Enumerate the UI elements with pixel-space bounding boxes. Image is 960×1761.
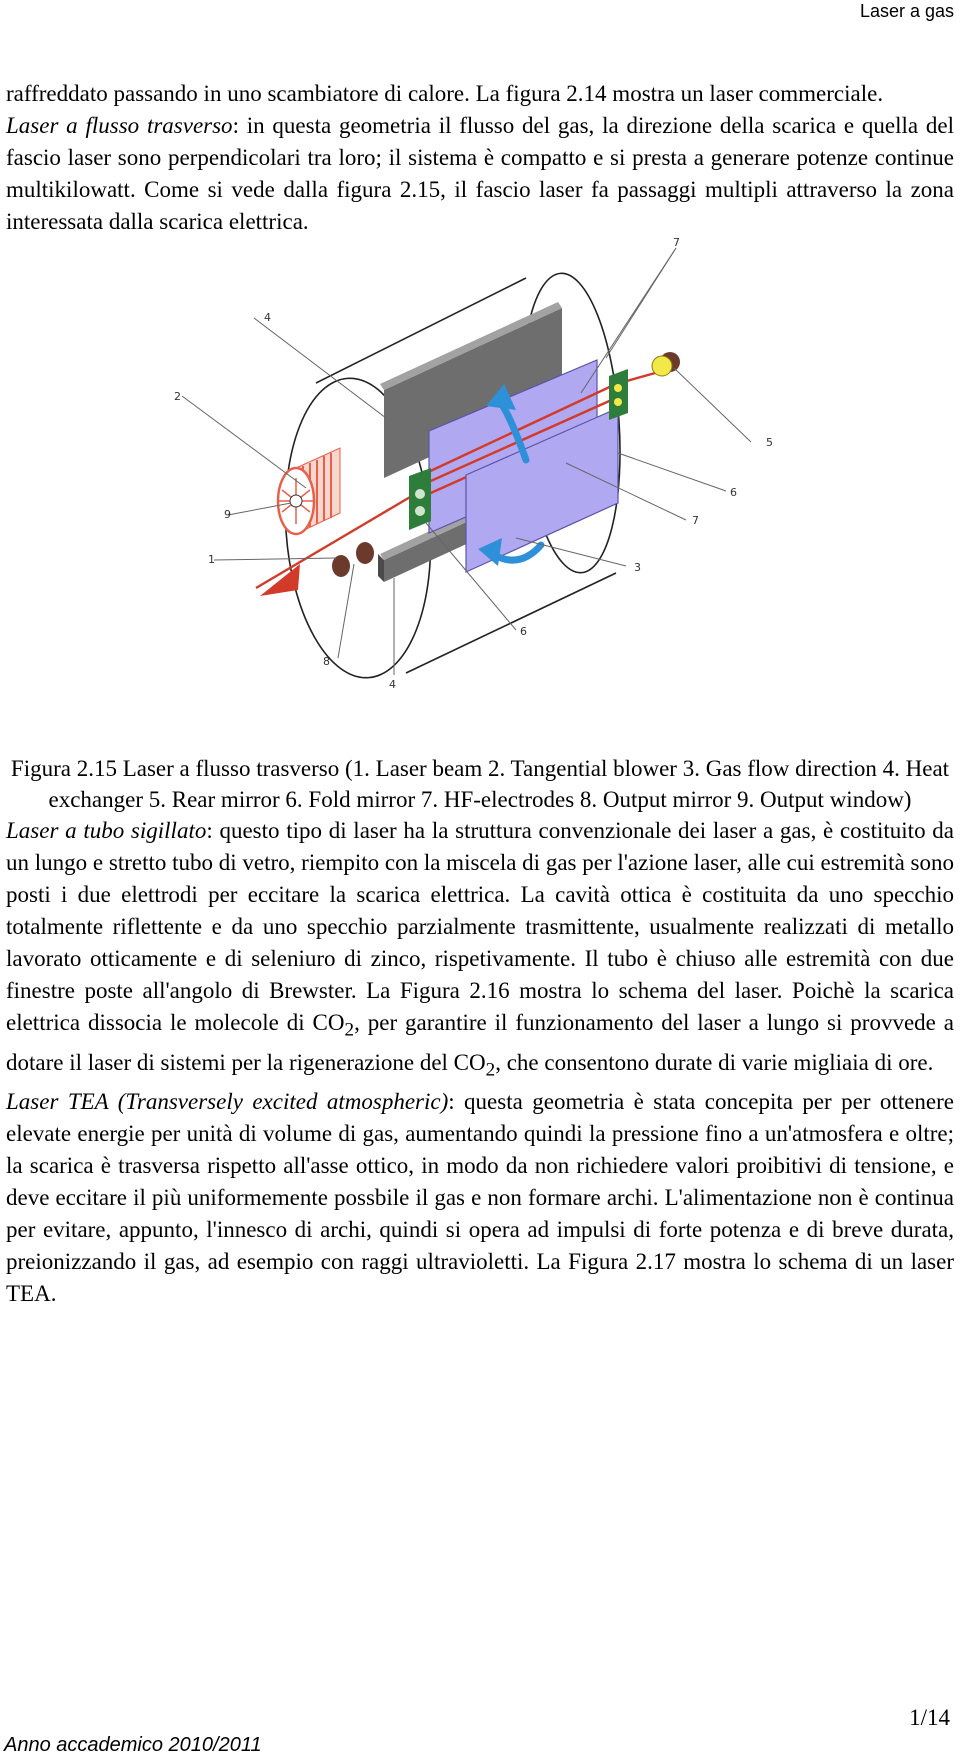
figure-caption: Figura 2.15 Laser a flusso trasverso (1. Laser beam 2. Tangential blower 3. Gas flow direction 4. Heat exchanger 5. Rear mirror 6. Fold mirror 7. HF-electrodes 8. Output mirror 9. Output window) [10, 756, 950, 812]
label-7-top: 7 [673, 238, 680, 249]
label-9: 9 [224, 508, 231, 521]
rear-mirror [652, 352, 680, 376]
transverse-flow-laser-diagram [6, 238, 954, 753]
label-4-top: 4 [264, 311, 271, 324]
paragraph-intro: raffreddato passando in uno scambiatore di calore. La figura 2.14 mostra un laser commerciale. [6, 81, 884, 106]
paragraph-transverse-flow [6, 110, 954, 238]
label-1: 1 [208, 553, 215, 566]
label-2: 2 [174, 390, 181, 403]
label-6-bottom: 6 [520, 625, 527, 638]
paragraph-text: : in questa geometria il flusso del gas, la direzione della scarica e quella del fascio laser sono perpendicolari tra loro; il sistema è compatto e si presta a generare potenze continue multikilowatt. Come si vede dalla figura 2.15, il fascio laser fa passaggi multipli attraverso la zona interessata dalla scarica elettrica. [6, 113, 954, 234]
fold-mirror-front [409, 468, 431, 530]
paragraph-text: : questa geometria è stata concepita per per ottenere elevate energie per unità di volume di gas, aumentando quindi la pressione fino a un'atmosfera e oltre; la scarica è trasversa rispetto all'asse ottico, in modo da non richiedere valori proibitivi di tensione, e deve eccitare il più uniformemente possbile il gas e non formare archi. L'alimentazione non è continua per evitare, appunto, l'innesco di archi, quindi si opera ad impulsi di forte potenza e di breve durata, preionizzando il gas, ad esempio con raggi ultravioletti. La Figura 2.17 mostra lo schema di un laser TEA. [6, 1089, 954, 1307]
paragraph-text: : questo tipo di laser ha la struttura convenzionale dei laser a gas, è costituito da un lungo e stretto tubo di vetro, riempito con la miscela di gas per l'azione laser, alle cui estremità sono posti i due elettrodi per eccitare la scarica elettrica. La cavità ottica è costituita da uno specchio totalmente riflettente e da uno specchio parzialmente trasmittente, usualmente realizzati di metallo lavorato otticamente e di seleniuro di zinco, rispetivamente. Il tubo è chiuso alle estremità con due finestre poste all'angolo di Brewster. La Figura 2.16 mostra lo schema del laser. Poichè la scarica elettrica dissocia le molecole di CO [6, 818, 954, 1035]
rear-mirror-mount [609, 369, 628, 420]
academic-year: Anno accademico 2010/2011 [4, 1734, 262, 1756]
output-mirror [356, 542, 374, 564]
paragraph-text: , per garantire il funzionamento del laser a lungo si provvede a dotare il laser di sistemi per la rigenerazione del CO [6, 1010, 954, 1075]
subscript-2: 2 [485, 1059, 496, 1081]
term-transverse-flow: Laser a flusso trasverso [6, 113, 233, 138]
label-3: 3 [634, 561, 641, 574]
figure-2-15 [6, 238, 954, 753]
label-6-right: 6 [730, 486, 737, 499]
paragraph-text: , che consentono durate di varie migliaia di ore. [495, 1049, 934, 1075]
term-sealed-tube: Laser a tubo sigillato [6, 818, 207, 843]
page-number: 1/14 [909, 1705, 950, 1730]
label-5: 5 [766, 436, 773, 449]
term-tea-laser: Laser TEA (Transversely excited atmospheric) [6, 1089, 449, 1115]
paragraph-tea-laser [6, 1086, 954, 1310]
page-body [6, 78, 954, 1310]
paragraph-sealed-tube [6, 815, 954, 1086]
label-8: 8 [323, 655, 330, 668]
label-4-bottom: 4 [389, 678, 396, 691]
running-header: Laser a gas [859, 1, 954, 21]
label-7-right: 7 [692, 514, 699, 527]
subscript-2: 2 [344, 1019, 355, 1041]
